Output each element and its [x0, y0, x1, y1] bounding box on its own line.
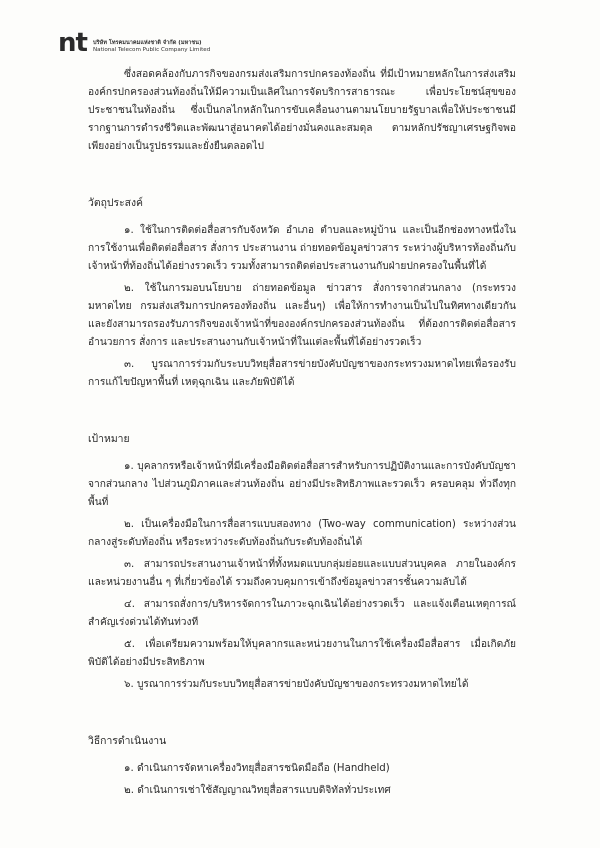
goal-item: ๓. สามารถประสานงานเจ้าหน้าที่ทั้งหมดแบบกลุ่มย่อยและแบบส่วนบุคคล ภายในองค์กรและหน่วยงานอื่น ๆ ที่เกี่ยวข้องได้ รวมถึงควบคุมการเข้าถึงข้อมูลข่าวสารชั้นความลับได้	[88, 559, 516, 588]
goal-item: ๒. เป็นเครื่องมือในการสื่อสารแบบสองทาง (Two-way communication) ระหว่างส่วนกลางสู่ระดับท้องถิ่น หรือระหว่างระดับท้องถิ่นกับระดับท้องถิ่นได้	[88, 519, 516, 548]
intro-paragraph: ซึ่งสอดคล้องกับภารกิจของกรมส่งเสริมการปกครองท้องถิ่น ที่มีเป้าหมายหลักในการส่งเสริมองค์กรปกครองส่วนท้องถิ่นให้มีความเป็นเลิศในการจัดบริการสาธารณะ เพื่อประโยชน์สุขของประชาชนในท้องถิ่น ซึ่งเป็นกลไกหลักในการขับเคลื่อนงานตามนโยบายรัฐบาลเพื่อให้ประชาชนมีรากฐานการดำรงชีวิตและพัฒนาสู่อนาคตได้อย่างมั่นคงและสมดุล ตามหลักปรัชญาเศรษฐกิจพอเพียงอย่างเป็นรูปธรรมและยั่งยืนตลอดไป	[88, 69, 516, 152]
method-item: ๑. ดำเนินการจัดหาเครื่องวิทยุสื่อสารชนิดมือถือ (Handheld)	[124, 763, 390, 774]
logo-text	[93, 40, 210, 54]
objectives-heading: วัตถุประสงค์	[88, 197, 143, 209]
logo-mark: nt	[58, 28, 87, 58]
document-body	[88, 66, 516, 800]
objective-item: ๒. ใช้ในการมอบนโยบาย ถ่ายทอดข้อมูล ข่าวสาร สั่งการจากส่วนกลาง (กระทรวงมหาดไทย กรมส่งเสริมการปกครองท้องถิ่น และอื่นๆ) เพื่อให้การทำงานเป็นไปในทิศทางเดียวกัน และยังสามารถรองรับภารกิจของเจ้าหน้าที่ขององค์กรปกครองส่วนท้องถิ่น ที่ต้องการติดต่อสื่อสาร อำนวยการ สั่งการ และประสานงานกับเจ้าหน้าที่ในแต่ละพื้นที่ได้อย่างรวดเร็ว	[88, 283, 516, 348]
goal-item: ๖. บูรณาการร่วมกับระบบวิทยุสื่อสารข่ายบังคับบัญชาของกระทรวงมหาดไทยได้	[124, 679, 469, 690]
objective-item: ๑. ใช้ในการติดต่อสื่อสารกับจังหวัด อำเภอ ตำบลและหมู่บ้าน และเป็นอีกช่องทางหนึ่งในการใช้งานเพื่อติดต่อสื่อสาร สั่งการ ประสานงาน ถ่ายทอดข้อมูลข่าวสาร ระหว่างผู้บริหารท้องถิ่นกับเจ้าหน้าที่ท้องถิ่นได้อย่างรวดเร็ว รวมทั้งสามารถติดต่อประสานงานกับฝ่ายปกครองในพื้นที่ได้	[88, 225, 516, 272]
method-item: ๒. ดำเนินการเช่าใช้สัญญาณวิทยุสื่อสารแบบดิจิทัลทั่วประเทศ	[124, 785, 391, 796]
company-name-english: National Telecom Public Company Limited	[92, 47, 211, 53]
goals-heading: เป้าหมาย	[88, 433, 130, 445]
goal-item: ๔. สามารถสั่งการ/บริหารจัดการในภาวะฉุกเฉินได้อย่างรวดเร็ว และแจ้งเตือนเหตุการณ์สำคัญเร่งด่วนได้ทันท่วงที	[88, 599, 516, 628]
objective-item: ๓. บูรณาการร่วมกับระบบวิทยุสื่อสารข่ายบังคับบัญชาของกระทรวงมหาดไทยเพื่อรองรับการแก้ไขปัญหาพื้นที่ เหตุฉุกเฉิน และภัยพิบัติได้	[88, 359, 516, 388]
company-name-thai: บริษัท โทรคมนาคมแห่งชาติ จำกัด (มหาชน)	[92, 40, 202, 46]
goal-item: ๑. บุคลากรหรือเจ้าหน้าที่มีเครื่องมือติดต่อสื่อสารสำหรับการปฏิบัติงานและการบังคับบัญชาจากส่วนกลาง ไปส่วนภูมิภาคและส่วนท้องถิ่น อย่างมีประสิทธิภาพและรวดเร็ว ครอบคลุม ทั่วถึงทุกพื้นที่	[88, 461, 516, 508]
company-logo	[58, 28, 211, 58]
goal-item: ๕. เพื่อเตรียมความพร้อมให้บุคลากรและหน่วยงานในการใช้เครื่องมือสื่อสาร เมื่อเกิดภัยพิบัติได้อย่างมีประสิทธิภาพ	[88, 639, 516, 668]
methods-heading: วิธีการดำเนินงาน	[88, 735, 167, 747]
